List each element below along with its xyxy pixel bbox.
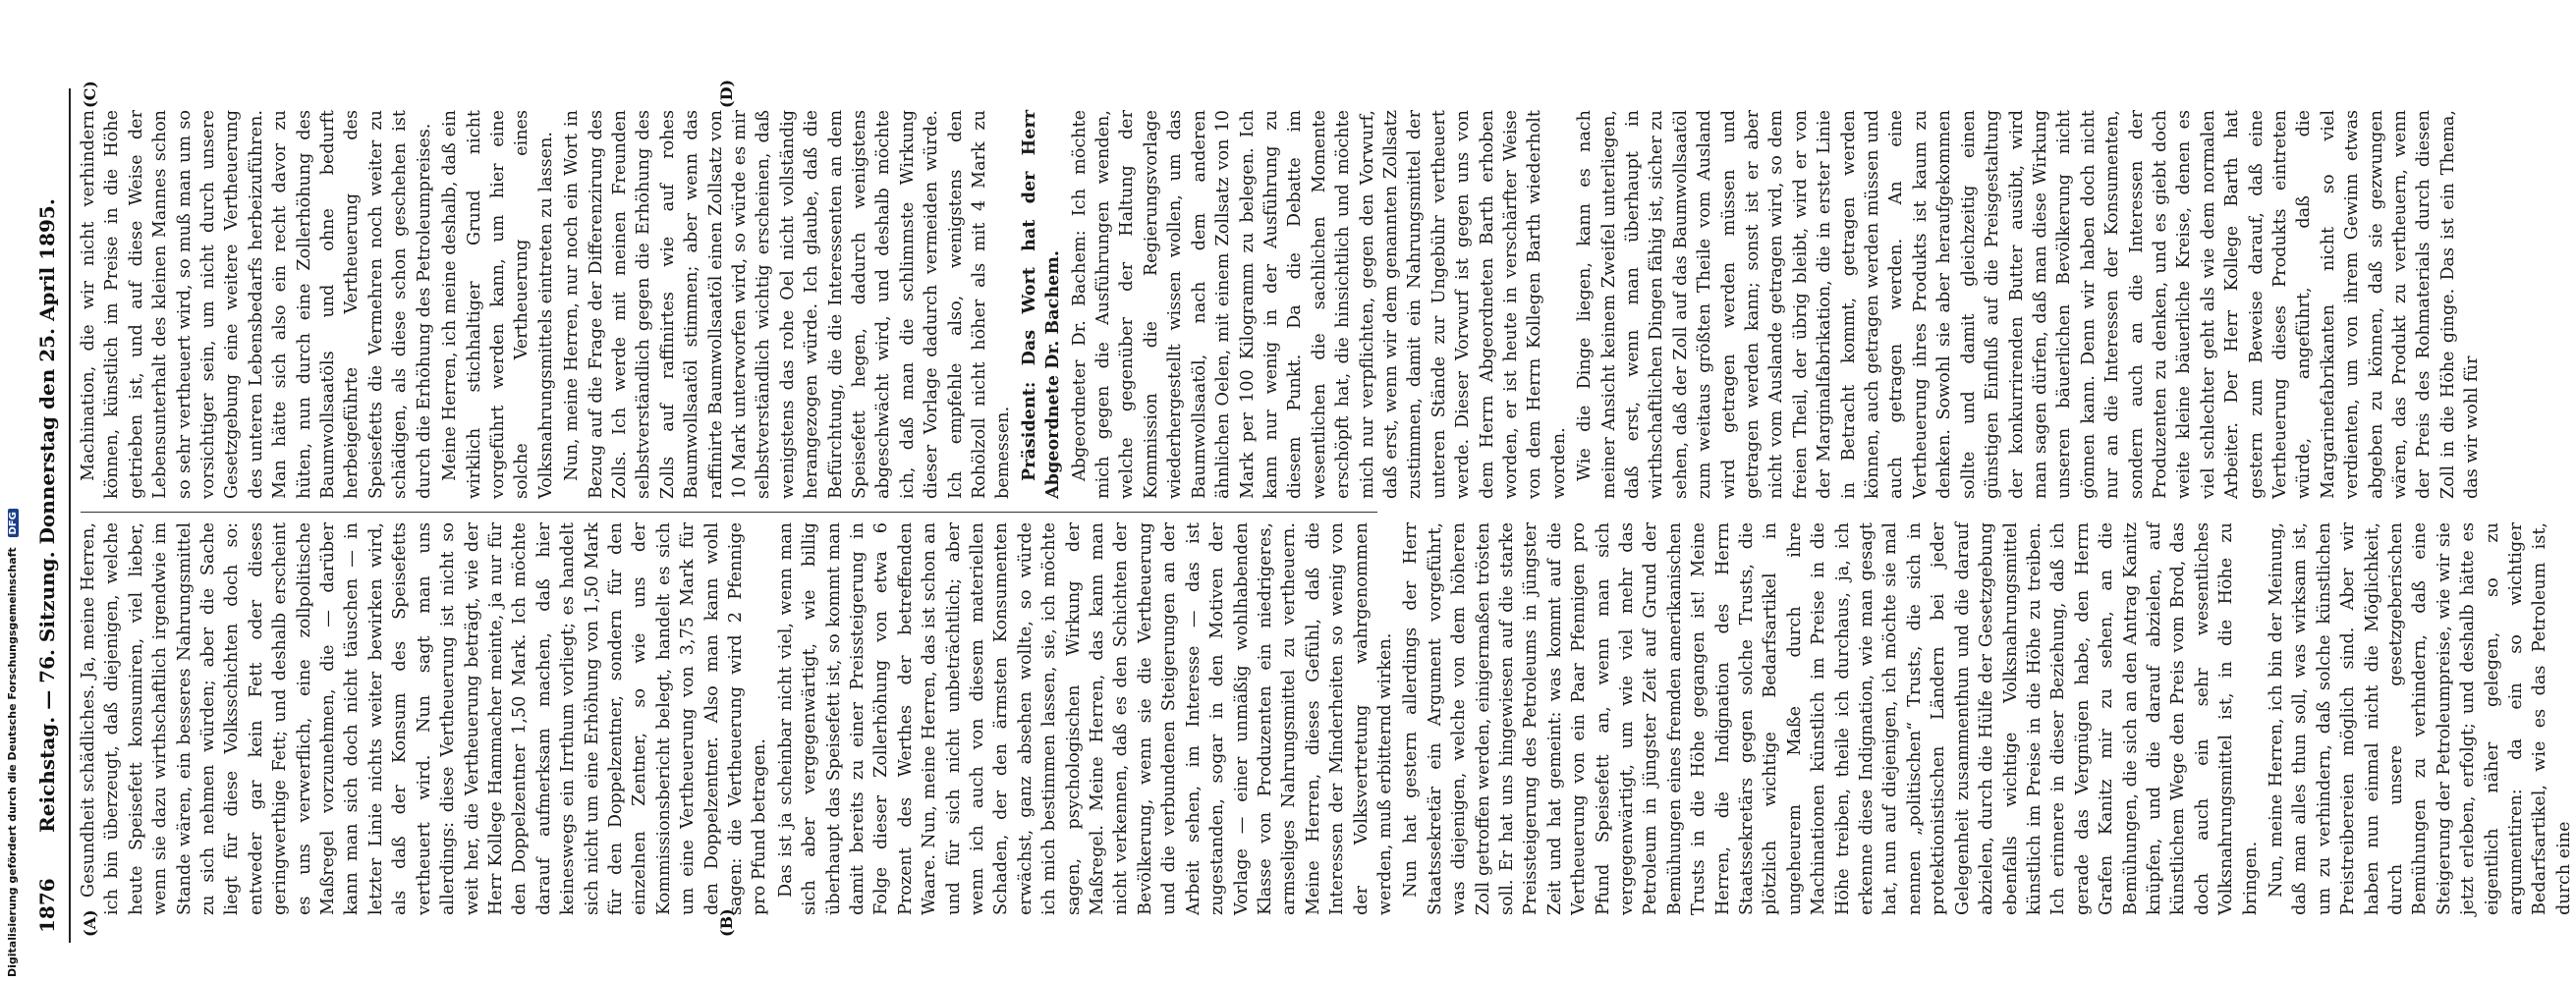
paragraph: Wie die Dinge liegen, kann es nach meiner Ansicht keinem Zweifel unterliegen, daß erst, wenn man überhaupt in wirthschaftlichen Dingen fähig ist, sicher zu sehen, daß der Zoll auf das Baumwollsaatöl zum weitaus größten Theile vom Ausland wird getragen werden müssen und getragen werden kann; sonst ist er aber nicht vom Auslande getragen wird, so dem freien Theil, der übrig bleibt, wird er von der Marginalfabrikation, die in erster Linie in Betracht kommt, getragen werden können, auch getragen werden müssen und auch getragen werden. An eine Vertheuerung ihres Produkts ist kaum zu denken. Sowohl sie aber heraufgekommen sollte und damit gleichzeitig einen günstigen Einfluß auf die Preisgestaltung der konkurrirenden Butter ausübt, wird man sagen dürfen, daß man diese Wirkung unseren bäuerlichen Bevölkerung nicht gönnen kann. Denn wir haben doch nicht nur an die Interessen der Konsumenten, sondern auch an die Interessen der Produzenten zu denken, und es giebt doch weite kleine bäuerliche Kreise, denen es viel schlechter geht als wie dem normalen Arbeiter. Der Herr Kollege Barth hat gestern zum Beweise darauf, daß eine Vertheuerung dieses Produkts eintreten würde, angeführt, daß die Margarinefabrikanten nicht so viel verdienten, um von ihrem Gewinn etwas abgeben zu können, daß sie gezwungen wären, das Produkt zu vertheuern, wenn der Preis des Rohmaterials durch diesen Zoll in die Höhe ginge. Das ist ein Thema, das wir wohl für [1575,110,2483,499]
margin-marker-a: (A) [81,909,99,937]
page-header [29,88,71,943]
paragraph: Meine Herren, ich meine deshalb, daß ein wirklich stichhaltiger Grund nicht vorgeführt werden kann, um hier eine solche Vertheuerung eines Volksnahrungsmittels eintreten zu lassen. [440,110,556,499]
margin-marker-d: (D) [717,79,736,108]
paragraph: Das ist ja scheinbar nicht viel, wenn man sich aber vergegenwärtigt, wie billig überhaupt das Speisefett ist, so kommt man damit bereits zu einer Preissteigerung in Folge dieser Zollerhöhung von etwa 6 Prozent des Werthes der betreffenden Waare. Nun, meine Herren, das ist schon an und für sich nicht unbeträchtlich; aber wenn ich auch von diesem materiellen Schaden, der den ärmsten Konsumenten erwächst, ganz absehen wollte, so würde ich mich bestimmen lassen, sie, ich möchte sagen, psychologischen Wirkung der Maßregel. Meine Herren, das kann man nicht verkennen, daß es den Schichten der Bevölkerung, wenn sie die Vertheuerung und die verbundenen Steigerungen an der Arbeit sehen, im Interesse — das ist zugestanden, sogar in den Motiven der Vorlage — einer unmäßig wohlhabenden Klasse von Produzenten ein niedrigeres, armseliges Nahrungsmittel zu vertheuern. Meine Herren, dieses Gefühl, daß die Interessen der Minderheiten so wenig von der Volksvertretung wahrgenommen werden, muß erbitternd wirken. [775,522,1395,915]
paragraph: Nun, meine Herren, nur noch ein Wort in Bezug auf die Frage der Differenzirung des Zolls. Ich werde mit meinen Freunden selbstverständlich gegen die Erhöhung des Zolls auf raffinirtes wie auf rohes Baumwollsaatöl stimmen; aber wenn das raffinirte Baumwollsaatöl einen Zollsatz von 10 Mark unterworfen wird, so würde es mir selbstverständlich wichtig erscheinen, daß wenigstens das rohe Oel nicht vollständig herangezogen würde. Ich glaube, daß die Befürchtung, die die Interessenten an dem Speisefett hegen, dadurch wenigstens abgeschwächt wird, und deshalb möchte ich, daß man die schlimmste Wirkung dieser Vorlage dadurch vermeiden würde. Ich empfehle also, wenigstens den Rohölzoll nicht höher als mit 4 Mark zu bemessen. [562,110,1014,499]
text-column-left [77,522,2574,915]
margin-marker-c: (C) [81,81,99,108]
speaker-paragraph: Präsident: Das Wort hat der Herr Abgeordnete Dr. Bachem. [1018,110,1064,499]
paragraph: Machination, die wir nicht verhindern können, künstlich im Preise in die Höhe getrieben ist, und auf diese Weise der Lebensunterhalt des kleinen Mannes schon so sehr vertheuert wird, so muß man um so vorsichtiger sein, um nicht durch unsere Gesetzgebung eine weitere Vertheuerung des unteren Lebensbedarfs herbeizuführen. Man hätte sich also ein recht davor zu hüten, nun durch eine Zollerhöhung des Baumwollsaatöls und ohne bedurft herbeigeführte Vertheuerung des Speisefetts die Vermehren noch weiter zu schädigen, als diese schon geschehen ist durch die Erhöhung des Petroleumpreises. [79,110,434,499]
text-column-right [77,110,2483,499]
digitization-credit [6,0,26,977]
paragraph: Abgeordneter Dr. Bachem: Ich möchte mich gegen die Ausführungen wenden, welche gegenüber der Haltung der Kommission die Regierungsvorlage wiederhergestellt wissen wollen, um das Baumwollsaatöl, nach dem anderen ähnlichen Oelen, mit einem Zollsatz von 10 Mark per 100 Kilogramm zu belegen. Ich kann nur wenig in der Ausführung zu diesem Punkt. Da die Debatte im wesentlichen die sachlichen Momente erschöpft hat, die hinsichtlich und möchte mich nur verpflichten, gegen den Vorwurf, daß erst, wenn wir dem genannten Zollsatz zustimmen, damit ein Nahrungsmittel der unteren Stände zur Ungebühr vertheuert werde. Dieser Vorwurf ist gegen uns von dem Herrn Abgeordneten Barth erhoben worden, er ist heute in verschärfter Weise von dem Herrn Kollegen Barth wiederholt worden. [1069,110,1569,499]
paragraph: Nun, meine Herren, ich bin der Meinung, daß man alles thun soll, was wirksam ist, um zu verhindern, daß solche künstlichen Preistreibereien möglich sind. Aber wir haben nun einmal nicht die Möglichkeit, durch unsere gesetzgeberischen Bemühungen zu verhindern, daß eine Steigerung der Petroleumpreise, wie wir sie jetzt erleben, erfolgt; und deshalb hätte es eigentlich näher gelegen, so zu argumentiren: da ein so wichtiger Bedarfsartikel, wie es das Petroleum ist, durch eine [2266,522,2574,915]
running-title: Reichstag. — 76. Sitzung. Donnerstag den 25. April 1895. [35,198,59,833]
margin-marker-b: (B) [717,908,736,937]
paragraph: Nun hat gestern allerdings der Herr Staatssekretär ein Argument vorgeführt, was diejenigen, welche von dem höheren Zoll getroffen werden, einigermaßen trösten soll. Er hat uns hingewiesen auf die starke Preissteigerung des Petroleums in jüngster Zeit und hat gemeint: was kommt auf die Vertheuerung von ein Paar Pfennigen pro Pfund Speisefett an, wenn man sich vergegenwärtigt, um wie viel mehr das Petroleum in jüngster Zeit auf Grund der Bemühungen eines fremden amerikanischen Trusts in die Höhe gegangen ist! Meine Herren, die Indignation des Herrn Staatssekretärs gegen solche Trusts, die plötzlich wichtige Bedarfsartikel in ungeheurem Maße durch ihre Machinationen künstlich im Preise in die Höhe treiben, theile ich durchaus, ja, ich erkenne diese Indignation, wie man gesagt hat, nun auf diejenigen, ich möchte sie mal nennen „politischen“ Trusts, die sich in protektionistischen Ländern bei jeder Gelegenheit zusammenthun und die darauf abzielen, durch die Hülfe der Gesetzgebung ebenfalls wichtige Volksnahrungsmittel künstlich im Preise in die Höhe zu treiben. Ich erinnere in dieser Beziehung, daß ich gerade das Vergnügen habe, den Herrn Grafen Kanitz mir zu sehen, an die Bemühungen, die sich an den Antrag Kanitz knüpfen, und die darauf abzielen, auf künstlichem Wege den Preis vom Brod, das doch auch ein sehr wesentliches Volksnahrungsmittel ist, in die Höhe zu bringen. [1401,522,2261,915]
column-divider [81,512,1377,513]
document-page [29,79,2574,943]
dfg-logo-icon: DFG [8,509,19,537]
paragraph: Gesundheit schädliches. Ja, meine Herren, ich bin überzeugt, daß diejenigen, welche heute Speisefett konsumiren, viel lieber, wenn sie dazu wirthschaftlich irgendwie im Stande wären, ein besseres Nahrungsmittel zu sich nehmen würden; aber die Sache liegt für diese Volksschichten doch so: entweder gar kein Fett oder dieses geringwerthige Fett; und deshalb erscheint es uns verwerflich, eine zollpolitische Maßregel vorzunehmen, die — darüber kann man sich doch nicht täuschen — in letzter Linie nichts weiter bewirken wird, als daß der Konsum des Speisefetts vertheuert wird. Nun sagt man uns allerdings: diese Vertheuerung ist nicht so weit her, die Vertheuerung beträgt, wie der Herr Kollege Hammacher meinte, ja nur für den Doppelzentner 1,50 Mark. Ich möchte darauf aufmerksam machen, daß hier keineswegs ein Irrthum vorliegt; es handelt sich nicht um eine Erhöhung von 1,50 Mark für den Doppelzentner, sondern für den einzelnen Zentner, so wie uns der Kommissionsbericht belegt, handelt es sich um eine Vertheuerung von 3,75 Mark für den Doppelzentner. Also man kann wohl sagen: die Vertheuerung wird 2 Pfennige pro Pfund betragen. [79,522,770,915]
credit-text: Digitalisierung gefördert durch die Deutsche Forschungsgemeinschaft [6,547,19,977]
page-number: 1876 [35,878,59,933]
